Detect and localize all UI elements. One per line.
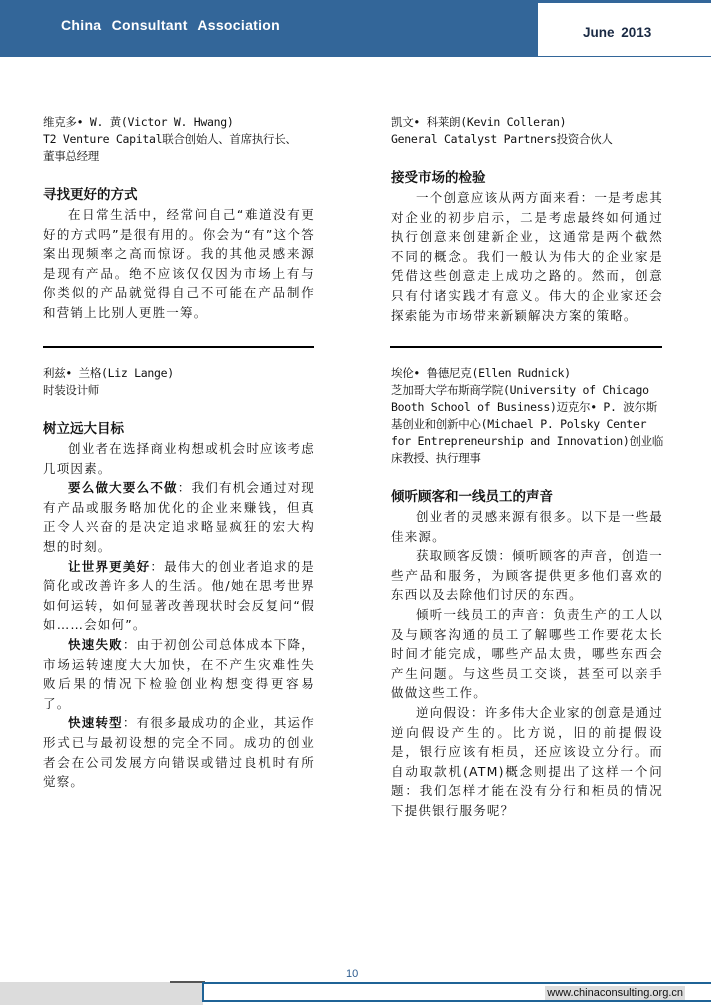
byline-line: General Catalyst Partners投资合伙人 bbox=[391, 132, 613, 146]
section-heading: 寻找更好的方式 bbox=[43, 187, 138, 203]
paragraph bbox=[43, 635, 315, 713]
page-number: 10 bbox=[346, 968, 359, 980]
paragraph bbox=[43, 713, 315, 791]
byline-line: 芝加哥大学布斯商学院(University of Chicago bbox=[391, 383, 649, 397]
issue-date: June 2013 bbox=[583, 25, 652, 40]
footer-accent-line bbox=[170, 981, 205, 983]
paragraph: 获取顾客反馈：倾听顾客的声音，创造一些产品和服务，为顾客提供更多他们喜欢的东西以及去除他们讨厌的东西。 bbox=[391, 548, 663, 603]
section-kevin-colleran bbox=[391, 114, 663, 325]
issue-date-box bbox=[538, 3, 711, 56]
footer-gray-band bbox=[0, 982, 203, 1005]
section-heading: 倾听顾客和一线员工的声音 bbox=[391, 489, 553, 505]
header-bar bbox=[0, 0, 711, 57]
byline-line: T2 Venture Capital联合创始人、首席执行长、 bbox=[43, 132, 297, 146]
byline-line: 时装设计师 bbox=[43, 383, 99, 397]
section-heading: 树立远大目标 bbox=[43, 421, 124, 437]
paragraph: 在日常生活中，经常问自己“难道没有更好的方式吗”是很有用的。你会为“有”这个答案出现频率之高而惊讶。我的其他灵感来源是现有产品。绝不应该仅仅因为市场上有与你类似的产品就觉得自己不可能在产品制作和营销上比别人更胜一筹。 bbox=[43, 207, 315, 320]
website-url[interactable]: www.chinaconsulting.org.cn bbox=[547, 987, 683, 999]
divider-left bbox=[43, 346, 314, 348]
paragraph-body: ：最伟大的创业者追求的是简化或改善许多人的生活。他/她在思考世界如何运转，如何显著改善现状时会反复问“假如……会如何”。 bbox=[43, 558, 315, 633]
paragraph: 一个创意应该从两方面来看：一是考虑其对企业的初步启示，二是考虑最终如何通过执行创意来创建新企业，这通常是两个截然不同的概念。我们一般认为伟大的企业家是凭借这些创意走上成功之路的。然而，创意只有付诸实践才有意义。伟大的企业家还会探索能为市场带来新颖解决方案的策略。 bbox=[391, 190, 663, 323]
byline-line: 床教授、执行理事 bbox=[391, 451, 481, 465]
footer-bar bbox=[202, 982, 711, 1002]
paragraph-body: ：由于初创公司总体成本下降，市场运转速度大大加快，在不产生灾难性失败后果的情况下检验创业构想变得更容易了。 bbox=[43, 636, 315, 711]
publication-title: China Consultant Association bbox=[61, 17, 281, 33]
paragraph: 逆向假设：许多伟大企业家的创意是通过逆向假设产生的。比方说，旧的前提假设是，银行应该有柜员，还应该设立分行。而自动取款机(ATM)概念则提出了这样一个问题：我们怎样才能在没有分行和柜员的情况下提供银行服务呢？ bbox=[391, 704, 663, 818]
paragraph: 倾听一线员工的声音：负责生产的工人以及与顾客沟通的员工了解哪些工作要花太长时间才能完成，哪些产品太贵，哪些东西会产生问题。与这些员工交谈，甚至可以亲手做做这些工作。 bbox=[391, 606, 663, 701]
byline-line: 利兹• 兰格(Liz Lange) bbox=[43, 366, 174, 380]
paragraph-body: ：有很多最成功的企业，其运作形式已与最初设想的完全不同。成功的创业者会在公司发展方向错误或错过良机时有所觉察。 bbox=[43, 715, 315, 790]
paragraph-lead: 让世界更美好 bbox=[68, 558, 151, 574]
paragraph: 创业者的灵感来源有很多。以下是一些最佳来源。 bbox=[391, 509, 663, 544]
paragraph bbox=[43, 557, 315, 635]
byline-line: 基创业和创新中心(Michael P. Polsky Center bbox=[391, 417, 647, 431]
byline-line: 董事总经理 bbox=[43, 149, 99, 163]
section-victor-hwang bbox=[43, 114, 315, 323]
byline-line: for Entrepreneurship and Innovation)创业临 bbox=[391, 434, 664, 448]
byline-line: 埃伦• 鲁德尼克(Ellen Rudnick) bbox=[391, 366, 571, 380]
paragraph bbox=[43, 478, 315, 556]
byline-line: Booth School of Business)迈克尔• P. 波尔斯 bbox=[391, 400, 657, 414]
section-heading: 接受市场的检验 bbox=[391, 170, 486, 186]
paragraph-lead: 快速转型 bbox=[68, 715, 123, 731]
section-ellen-rudnick bbox=[391, 365, 663, 821]
paragraph: 创业者在选择商业构想或机会时应该考虑几项因素。 bbox=[43, 441, 315, 476]
paragraph-lead: 要么做大要么不做 bbox=[68, 480, 178, 496]
byline-line: 凯文• 科莱朗(Kevin Colleran) bbox=[391, 115, 567, 129]
paragraph-body: ：我们有机会通过对现有产品或服务略加优化的企业来赚钱，但真正令人兴奋的是决定追求略显疯狂的宏大构想的时刻。 bbox=[43, 480, 315, 554]
paragraph-lead: 快速失败 bbox=[68, 636, 123, 652]
byline-line: 维克多• W. 黄(Victor W. Hwang) bbox=[43, 115, 234, 129]
section-liz-lange bbox=[43, 365, 315, 792]
divider-right bbox=[390, 346, 662, 348]
